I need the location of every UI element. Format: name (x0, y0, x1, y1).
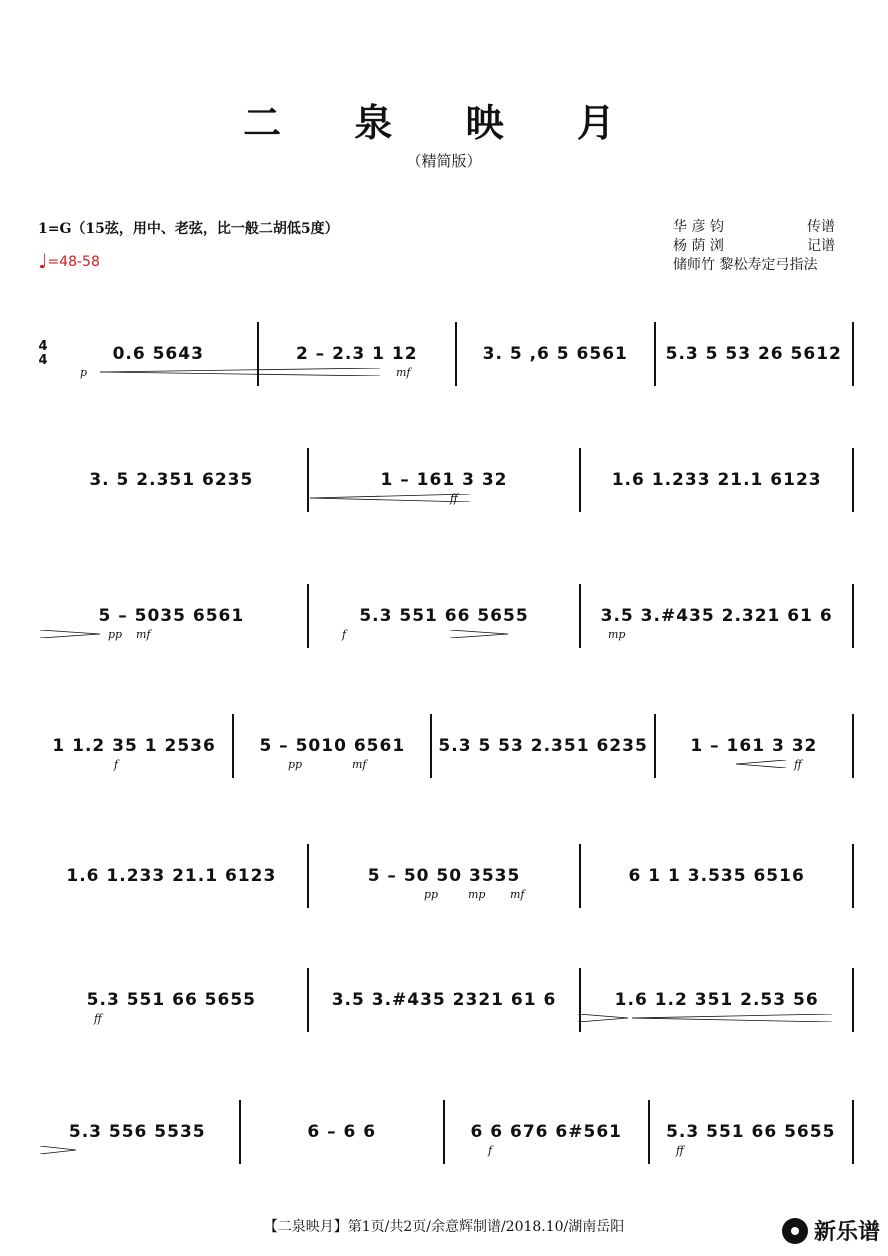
dynamic-mark: mp (468, 888, 486, 901)
measure-notes: 1.6 1.233 21.1 6123 (611, 470, 822, 490)
measure-notes: 1 – 161 3 32 (380, 470, 508, 490)
measure (36, 844, 309, 908)
dynamic-mark: ff (450, 492, 458, 505)
measure (309, 844, 582, 908)
measure-row (36, 844, 854, 908)
dynamic-mark: f (114, 758, 119, 771)
credit-name: 储师竹 黎松寿定弓指法 (673, 257, 818, 273)
dynamic-mark: ff (94, 1012, 102, 1025)
measure (36, 584, 309, 648)
measure-notes: 1 1.2 35 1 2536 (52, 736, 216, 756)
quarter-note-icon: ♩ (38, 249, 48, 273)
measure (60, 322, 259, 386)
dynamic-mark: ff (676, 1144, 684, 1157)
measure (581, 844, 854, 908)
dynamic-mark: pp (108, 628, 123, 641)
measure (36, 714, 234, 778)
crescendo-hairpin (736, 760, 786, 768)
measure-notes: 1.6 1.233 21.1 6123 (66, 866, 277, 886)
credit-row (673, 237, 835, 256)
measure (656, 322, 855, 386)
score-system-6 (36, 968, 854, 1032)
measure (581, 968, 854, 1032)
credit-role: 传谱 (807, 219, 835, 235)
score-system-2 (36, 448, 854, 512)
measure (581, 448, 854, 512)
credit-role: 记谱 (807, 238, 835, 254)
score-system-1 (36, 322, 854, 386)
score-system-3 (36, 584, 854, 648)
measure (259, 322, 458, 386)
measure-row (36, 1100, 854, 1164)
score-system-4 (36, 714, 854, 778)
measure-notes: 5.3 551 66 5655 (666, 1122, 836, 1142)
measure (36, 1100, 241, 1164)
decrescendo-hairpin (100, 368, 380, 376)
measure-notes: 6 – 6 6 (307, 1122, 377, 1142)
dynamic-mark: p (80, 366, 88, 379)
credits (673, 218, 835, 275)
measure (36, 448, 309, 512)
time-signature-bottom: 4 (38, 353, 48, 368)
measure-notes: 5.3 5 53 2.351 6235 (438, 736, 648, 756)
dynamic-mark: mf (396, 366, 411, 379)
dynamic-mark: mf (352, 758, 367, 771)
credit-row (673, 256, 835, 275)
measure-notes: 2 – 2.3 1 12 (295, 344, 418, 364)
measure (309, 584, 582, 648)
dynamic-mark: pp (424, 888, 439, 901)
measure-notes: 5.3 551 66 5655 (86, 990, 256, 1010)
brand-logo[interactable] (782, 1215, 880, 1246)
dynamic-mark: ff (794, 758, 802, 771)
measure (241, 1100, 446, 1164)
measure (445, 1100, 650, 1164)
decrescendo-hairpin (450, 630, 508, 638)
measure-notes: 5 – 5035 6561 (98, 606, 245, 626)
measure-row (36, 968, 854, 1032)
measure-row (36, 714, 854, 778)
score-system-7 (36, 1100, 854, 1164)
measure-notes: 3. 5 ,6 5 6561 (482, 344, 628, 364)
measure (656, 714, 854, 778)
measure-row (36, 448, 854, 512)
crescendo-hairpin (632, 1014, 832, 1022)
measure-notes: 1.6 1.2 351 2.53 56 (614, 990, 819, 1010)
measure-row (36, 584, 854, 648)
tempo-text: =48-58 (47, 254, 100, 270)
page-subtitle: （精简版） (406, 152, 482, 170)
measure-notes: 1 – 161 3 32 (690, 736, 818, 756)
measure (309, 448, 582, 512)
measure-notes: 6 1 1 3.535 6516 (628, 866, 805, 886)
dynamic-mark: mf (136, 628, 151, 641)
time-signature-top: 4 (38, 339, 48, 354)
credit-name: 杨 荫 浏 (673, 238, 724, 254)
measure-notes: 3.5 3.#435 2321 61 6 (331, 990, 557, 1010)
credit-row (673, 218, 835, 237)
measure (234, 714, 432, 778)
brand-name: 新乐谱 (813, 1220, 880, 1245)
decrescendo-hairpin (310, 494, 470, 502)
dynamic-mark: mp (608, 628, 626, 641)
measure-notes: 5.3 5 53 26 5612 (665, 344, 842, 364)
measure-notes: 5 – 5010 6561 (259, 736, 406, 756)
decrescendo-hairpin (40, 1146, 76, 1154)
tempo-marking (38, 249, 100, 273)
measure-notes: 6 6 676 6#561 (470, 1122, 622, 1142)
measure-notes: 5.3 551 66 5655 (359, 606, 529, 626)
key-signature: 1=G（15弦，用中、老弦，比一般二胡低5度） (38, 221, 339, 237)
measure (457, 322, 656, 386)
dynamic-mark: pp (288, 758, 303, 771)
page-footer: 【二泉映月】第1页/共2页/余意辉制谱/2018.10/湖南岳阳 (263, 1219, 625, 1235)
score-system-5 (36, 844, 854, 908)
dynamic-mark: f (488, 1144, 493, 1157)
measure-row (60, 322, 854, 386)
measure (309, 968, 582, 1032)
measure (36, 968, 309, 1032)
dynamic-mark: mf (510, 888, 525, 901)
measure-notes: 0.6 5643 (112, 344, 204, 364)
measure-notes: 5 – 50 50 3535 (367, 866, 521, 886)
measure-notes: 5.3 556 5535 (68, 1122, 206, 1142)
measure-notes: 3.5 3.#435 2.321 61 6 (600, 606, 833, 626)
credit-name: 华 彦 钧 (673, 219, 724, 235)
measure (432, 714, 655, 778)
measure-notes: 3. 5 2.351 6235 (89, 470, 254, 490)
vinyl-disc-icon (782, 1218, 808, 1244)
dynamic-mark: f (342, 628, 347, 641)
page-title: 二 泉 映 月 (243, 101, 645, 145)
decrescendo-hairpin (578, 1014, 628, 1022)
decrescendo-hairpin (40, 630, 100, 638)
